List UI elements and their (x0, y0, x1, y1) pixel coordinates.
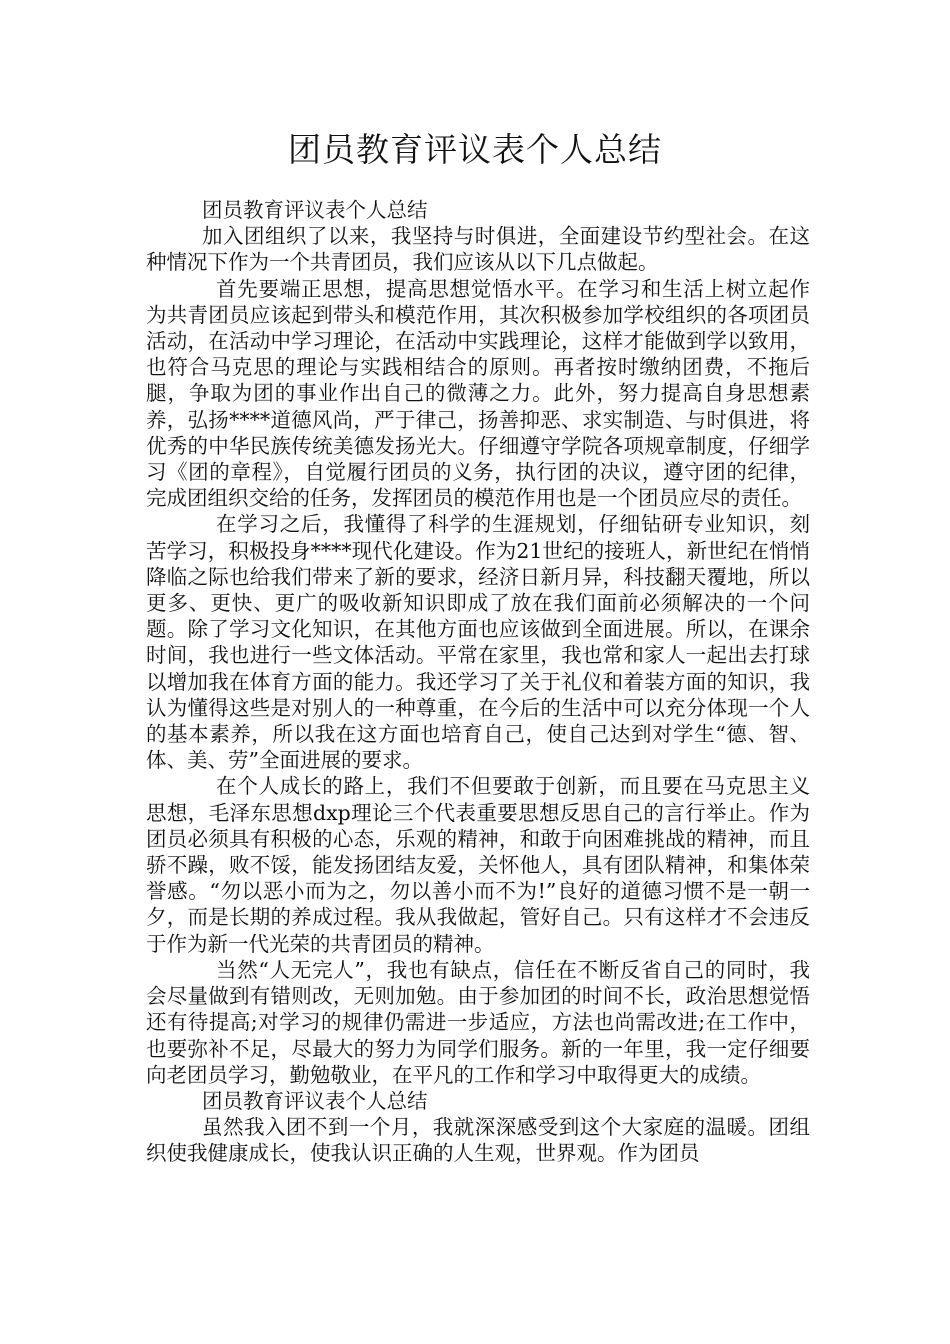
section-heading: 团员教育评议表个人总结 (202, 198, 428, 222)
paragraph: 首先要端正思想，提高思想觉悟水平。在学习和生活上树立起作为共青团员应该起到带头和模范作用，其次积极参加学校组织的各项团员活动，在活动中学习理论，在活动中实践理论，这样才能做到学以致用，也符合马克思的理论与实践相结合的原则。再者按时缴纳团费，不拖后腿，争取为团的事业作出自己的微薄之力。此外，努力提高自身思想素养，弘扬****道德风尚，严于律己，扬善抑恶、求实制造、与时俱进，将优秀的中华民族传统美德发扬光大。仔细遵守学院各项规章制度，仔细学习《团的章程》，自觉履行团员的义务，执行团的决议，遵守团的纪律，完成团组织交给的任务，发挥团员的模范作用也是一个团员应尽的责任。 (146, 276, 810, 511)
paragraph: 加入团组织了以来，我坚持与时俱进，全面建设节约型社会。在这种情况下作为一个共青团员，我们应该从以下几点做起。 (146, 224, 810, 275)
paragraph: 在个人成长的路上，我们不但要敢于创新，而且要在马克思主义思想，毛泽东思想dxp理论三个代表重要思想反思自己的言行举止。作为团员必须具有积极的心态，乐观的精神，和敢于向困难挑战的精神，而且骄不躁，败不馁，能发扬团结友爱，关怀他人，具有团队精神，和集体荣誉感。“勿以恶小而为之，勿以善小而不为!”良好的道德习惯不是一朝一夕，而是长期的养成过程。我从我做起，管好自己。只有这样才不会违反于作为新一代光荣的共青团员的精神。 (146, 774, 810, 956)
paragraph: 虽然我入团不到一个月，我就深深感受到这个大家庭的温暖。团组织使我健康成长，使我认识正确的人生观，世界观。作为团员 (146, 1115, 810, 1166)
section-heading: 团员教育评议表个人总结 (202, 1088, 428, 1113)
paragraph: 当然“人无完人”，我也有缺点，信任在不断反省自己的同时，我会尽量做到有错则改，无则加勉。由于参加团的时间不长，政治思想觉悟还有待提高;对学习的规律仍需进一步适应，方法也尚需改进;在工作中，也要弥补不足，尽最大的努力为同学们服务。新的一年里，我一定仔细要向老团员学习，勤勉敬业，在平凡的工作和学习中取得更大的成绩。 (146, 957, 810, 1087)
document-body (146, 197, 810, 1167)
document-title: 团员教育评议表个人总结 (288, 130, 662, 169)
paragraph: 在学习之后，我懂得了科学的生涯规划，仔细钻研专业知识，刻苦学习，积极投身****现代化建设。作为21世纪的接班人，新世纪在悄悄降临之际也给我们带来了新的要求，经济日新月异，科技翻天覆地，所以更多、更快、更广的吸收新知识即成了放在我们面前必须解决的一个问题。除了学习文化知识，在其他方面也应该做到全面进展。所以，在课余时间，我也进行一些文体活动。平常在家里，我也常和家人一起出去打球以增加我在体育方面的能力。我还学习了关于礼仪和着装方面的知识，我认为懂得这些是对别人的一种尊重，在今后的生活中可以充分体现一个人的基本素养，所以我在这方面也培育自己，使自己达到对学生“德、智、体、美、劳”全面进展的要求。 (146, 512, 810, 773)
